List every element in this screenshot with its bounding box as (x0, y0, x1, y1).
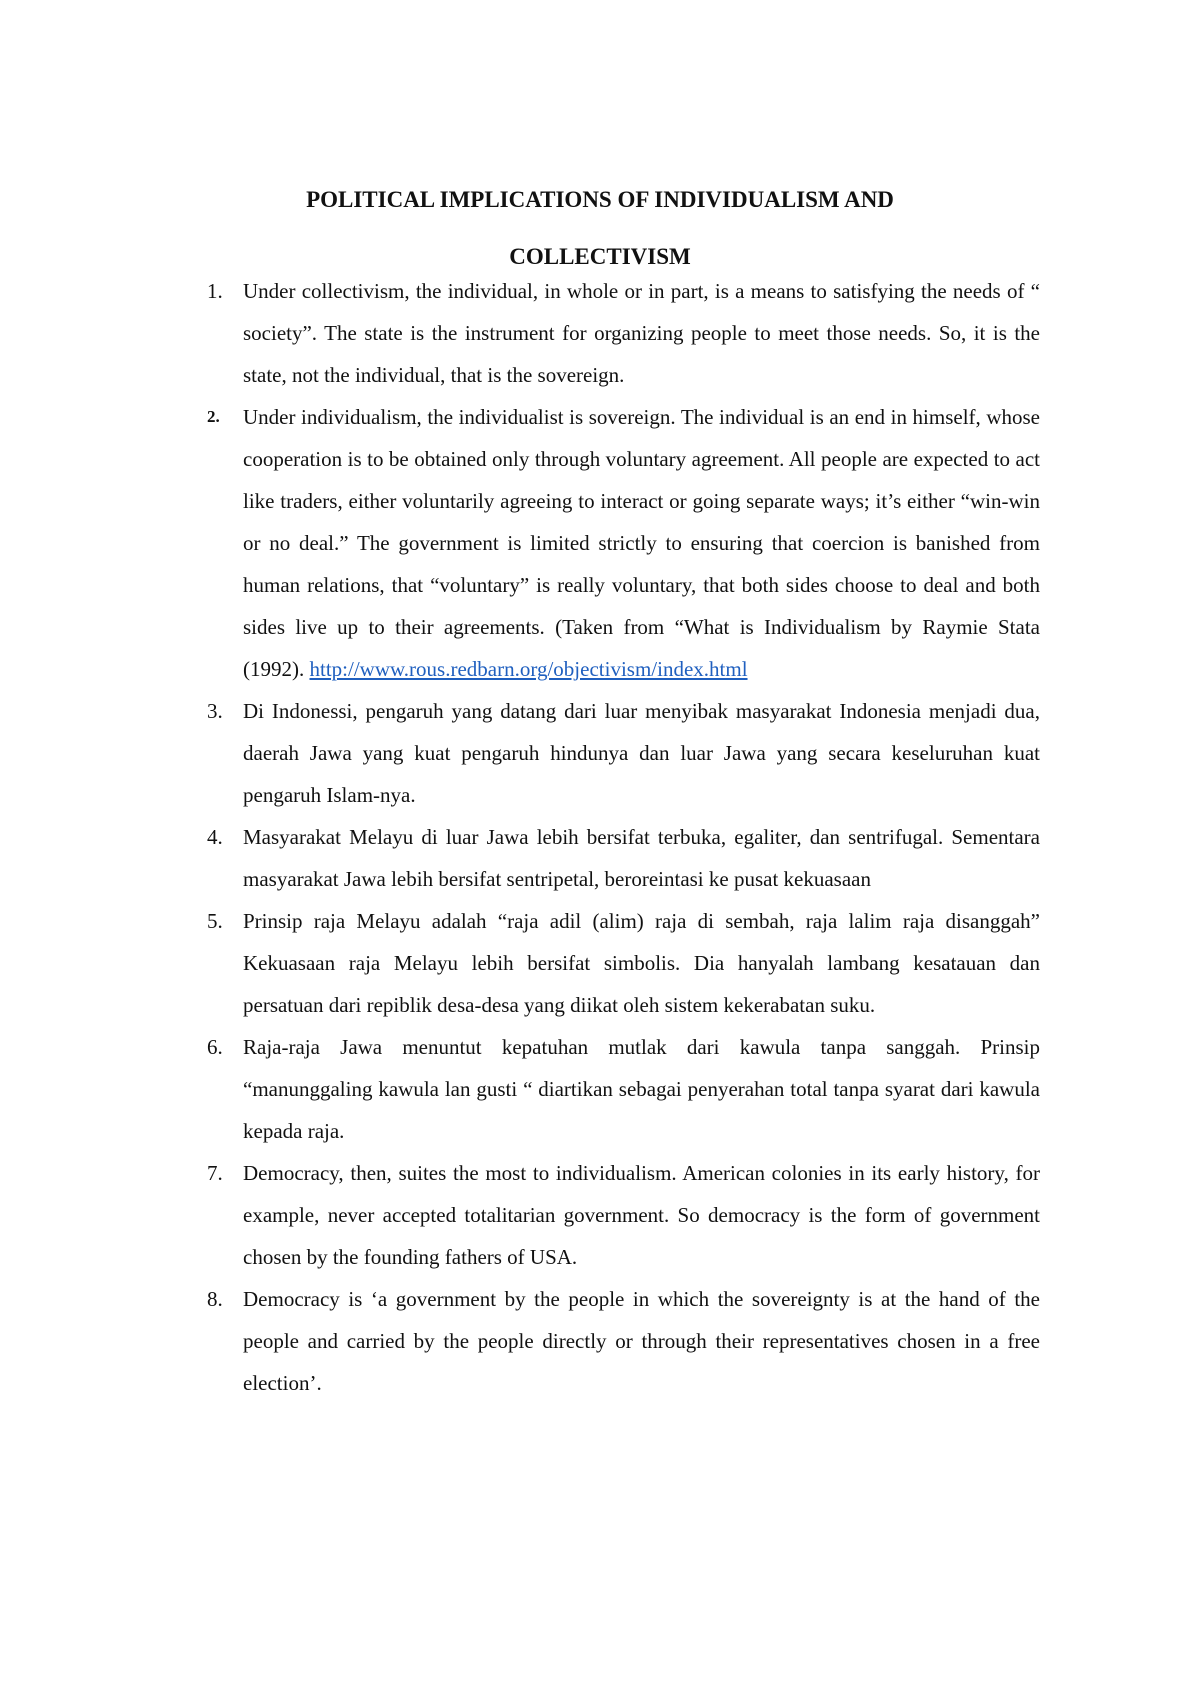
page-title (0, 171, 1200, 285)
list-number: 1. (207, 279, 223, 303)
list-item-text: Under collectivism, the individual, in whole or in part, is a means to satisfying the needs of “ society”. The state is the instrument for organizing people to meet those needs. So, it is the state, not the individual, that is the sovereign. (243, 279, 1040, 387)
list-item-text: Democracy is ‘a government by the people in which the sovereignty is at the hand of the people and carried by the people directly or through their representatives chosen in a free election’. (243, 1287, 1040, 1395)
list-item-text: Masyarakat Melayu di luar Jawa lebih bersifat terbuka, egaliter, dan sentrifugal. Sementara masyarakat Jawa lebih bersifat sentripetal, beroreintasi ke pusat kekuasaan (243, 825, 1040, 891)
title-line-1: POLITICAL IMPLICATIONS OF INDIVIDUALISM AND (306, 187, 894, 213)
list-item-1 (207, 270, 1040, 396)
list-number: 7. (207, 1161, 223, 1185)
list-item-2 (207, 396, 1040, 690)
list-number: 3. (207, 699, 223, 723)
title-line-2: COLLECTIVISM (509, 244, 691, 270)
list-item-text: Di Indonessi, pengaruh yang datang dari luar menyibak masyarakat Indonesia menjadi dua, daerah Jawa yang kuat pengaruh hindunya dan luar Jawa yang secara keseluruhan kuat pengaruh Islam-nya. (243, 699, 1040, 807)
list-item-5 (207, 900, 1040, 1026)
list-item-text: Democracy, then, suites the most to individualism. American colonies in its early history, for example, never accepted totalitarian government. So democracy is the form of government chosen by the founding fathers of USA. (243, 1161, 1040, 1269)
list-item-text: Under individualism, the individualist is sovereign. The individual is an end in himself, whose cooperation is to be obtained only through voluntary agreement. All people are expected to act like traders, either voluntarily agreeing to interact or going separate ways; it’s either “win-win or no deal.” The government is limited strictly to ensuring that coercion is banished from human relations, that “voluntary” is really voluntary, that both sides choose to deal and both sides live up to their agreements. (Taken from “What is Individualism by Raymie Stata (1992). (243, 405, 1040, 681)
list-item-4 (207, 816, 1040, 900)
list-number: 2. (207, 407, 220, 426)
list-number: 8. (207, 1287, 223, 1311)
list-item-3 (207, 690, 1040, 816)
list-item-8 (207, 1278, 1040, 1404)
source-link[interactable]: http://www.rous.redbarn.org/objectivism/index.html (309, 657, 748, 681)
list-item-text: Prinsip raja Melayu adalah “raja adil (alim) raja di sembah, raja lalim raja disanggah” Kekuasaan raja Melayu lebih bersifat simbolis. Dia hanyalah lambang kesatauan dan persatuan dari repiblik desa-desa yang diikat oleh sistem kekerabatan suku. (243, 909, 1040, 1017)
list-item-6 (207, 1026, 1040, 1152)
list-item-text: Raja-raja Jawa menuntut kepatuhan mutlak dari kawula tanpa sanggah. Prinsip “manunggaling kawula lan gusti “ diartikan sebagai penyerahan total tanpa syarat dari kawula kepada raja. (243, 1035, 1040, 1143)
list-number: 6. (207, 1035, 223, 1059)
numbered-list (207, 270, 1040, 1404)
list-number: 5. (207, 909, 223, 933)
list-number: 4. (207, 825, 223, 849)
list-item-7 (207, 1152, 1040, 1278)
